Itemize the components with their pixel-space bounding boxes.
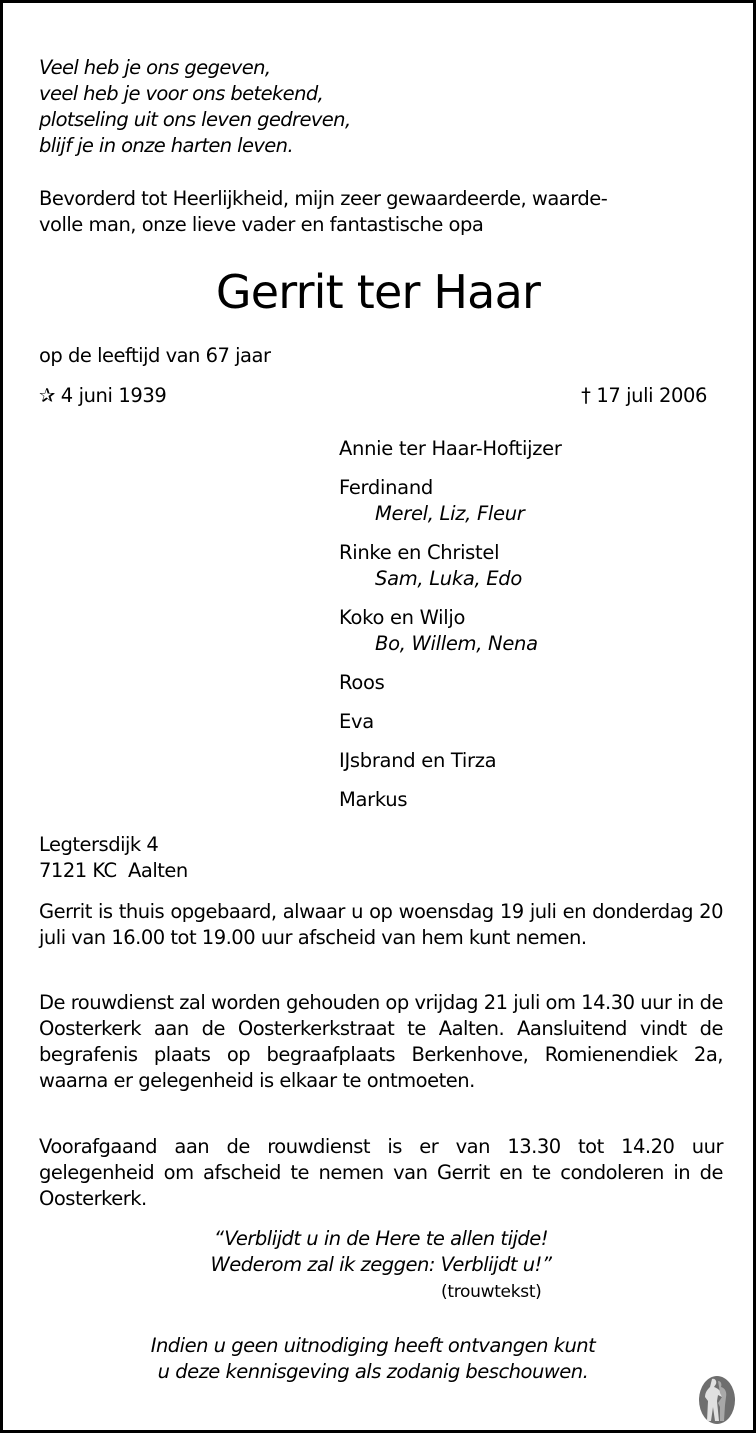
family-member [339, 787, 562, 813]
condolence-paragraph: Voorafgaand aan de rouwdienst is er van 13.30 tot 14.20 uur gelegenheid om afscheid te nemen van Gerrit en te condoleren in de Oosterkerk. [39, 1135, 723, 1210]
notice [3, 1333, 743, 1385]
family-name: Eva [339, 710, 374, 733]
age-text: op de leeftijd van 67 jaar [39, 344, 271, 367]
poem-line: Veel heb je ons gegeven, [39, 56, 271, 79]
cross-icon: † [581, 384, 591, 407]
star-icon: ✰ [39, 384, 55, 407]
address-city: 7121 KC Aalten [39, 859, 188, 882]
family-member [339, 709, 562, 735]
poem-line: veel heb je voor ons betekend, [39, 82, 324, 105]
address-street: Legtersdijk 4 [39, 833, 159, 856]
service-paragraph: De rouwdienst zal worden gehouden op vrijdag 21 juli om 14.30 uur in de Oosterkerk aan de Oosterkerkstraat te Aalten. Aansluitend vindt de begrafenis plaats op begraafplaats Berkenhove, Romienendiek 2a, waarna er gelegenheid is elkaar te ontmoeten. [39, 991, 723, 1092]
grandchildren: Merel, Liz, Fleur [375, 502, 525, 525]
intro-line-2: volle man, onze lieve vader en fantastische opa [39, 213, 484, 236]
intro-text [39, 186, 723, 238]
deceased-name: Gerrit ter Haar [215, 265, 541, 319]
family-member [339, 748, 562, 774]
family-name: IJsbrand en Tirza [339, 749, 497, 772]
family-name: Rinke en Christel [339, 541, 500, 564]
death-date: 17 juli 2006 [596, 384, 707, 407]
family-member [339, 475, 562, 527]
family-member [339, 670, 562, 696]
birth-date: 4 juni 1939 [60, 384, 167, 407]
quote-line: “Verblijdt u in de Here te allen tijde! [213, 1227, 549, 1250]
grandchildren: Bo, Willem, Nena [375, 632, 538, 655]
family-member [339, 436, 562, 462]
family-name: Markus [339, 788, 408, 811]
viewing-paragraph: Gerrit is thuis opgebaard, alwaar u op woensdag 19 juli en donderdag 20 juli van 16.00 tot 19.00 uur afscheid van hem kunt nemen. [39, 900, 723, 949]
notice-line: u deze kennisgeving als zodanig beschouwen. [157, 1360, 589, 1383]
dates-row [39, 384, 707, 407]
birth-date-group [39, 384, 166, 407]
family-name: Koko en Wiljo [339, 606, 466, 629]
poem-line: plotseling uit ons leven gedreven, [39, 108, 351, 131]
family-name: Annie ter Haar-Hoftijzer [339, 437, 562, 460]
notice-line: Indien u geen uitnodiging heeft ontvangen kunt [150, 1334, 596, 1357]
quote [3, 1226, 756, 1278]
grandchildren: Sam, Luka, Edo [375, 567, 523, 590]
family-member [339, 605, 562, 657]
death-date-group [581, 384, 707, 407]
address [39, 832, 188, 884]
poem [39, 55, 351, 159]
quote-source: (trouwtekst) [441, 1282, 542, 1302]
embrace-logo-icon [698, 1375, 736, 1425]
poem-line: blijf je in onze harten leven. [39, 134, 294, 157]
family-name: Roos [339, 671, 385, 694]
quote-line: Wederom zal ik zeggen: Verblijdt u!” [210, 1253, 552, 1276]
intro-line-1: Bevorderd tot Heerlijkheid, mijn zeer gewaardeerde, waarde- [39, 187, 608, 210]
family-member [339, 540, 562, 592]
family-list [339, 436, 562, 826]
family-name: Ferdinand [339, 476, 433, 499]
